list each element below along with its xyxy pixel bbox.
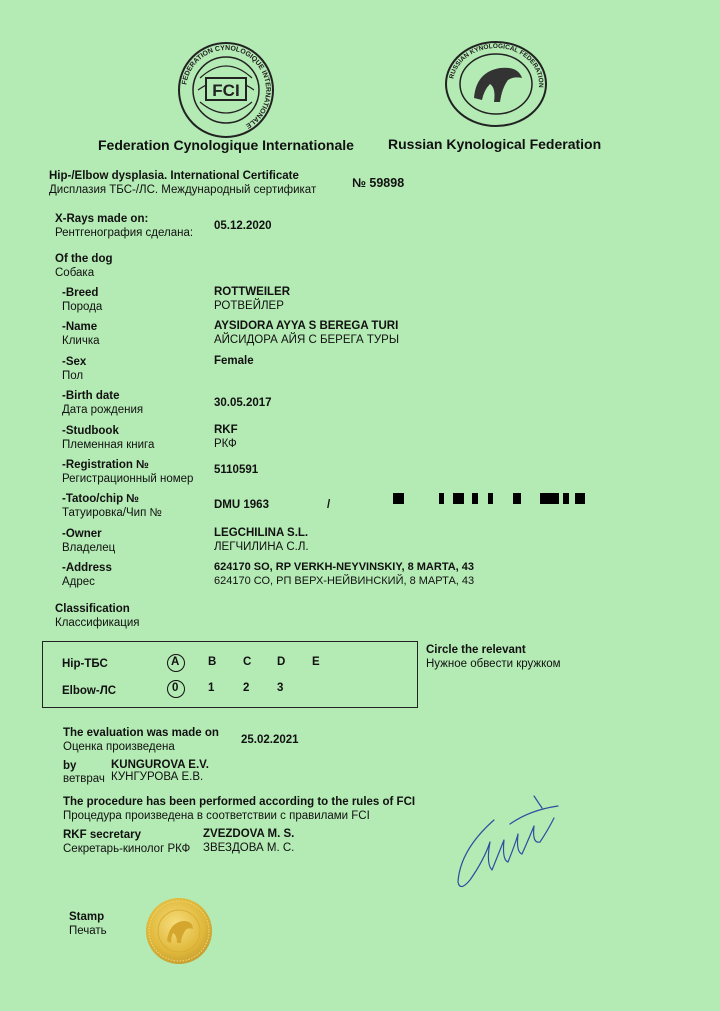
breed-value-en: ROTTWEILER <box>214 286 291 298</box>
hip-label: Hip-ТБС <box>62 658 108 670</box>
stamp-label-en: Stamp <box>69 911 105 923</box>
certificate-title-ru: Дисплазия ТБС-/ЛС. Международный сертификат <box>49 184 317 196</box>
sex-label-en: -Sex <box>62 356 87 368</box>
classification-label-ru: Классификация <box>55 617 140 629</box>
name-label-ru: Кличка <box>62 335 100 347</box>
chip-value: DMU 1963 <box>214 499 269 511</box>
sex-value: Female <box>214 355 254 367</box>
chip-label-ru: Татуировка/Чип № <box>62 507 162 519</box>
hip-grade-b: B <box>208 656 217 668</box>
evaluation-date: 25.02.2021 <box>241 734 299 746</box>
rkf-name: Russian Kynological Federation <box>388 136 602 152</box>
birth-label-en: -Birth date <box>62 390 120 402</box>
dog-section-en: Of the dog <box>55 253 113 265</box>
hip-grade-e: E <box>312 656 320 668</box>
svg-text:FEDERATION CYNOLOGIQUE INTERNA: FEDERATION CYNOLOGIQUE INTERNATIONALE <box>181 44 272 130</box>
fci-logo <box>176 40 276 140</box>
elbow-grade-0: 0 <box>172 682 179 694</box>
registration-value: 5110591 <box>214 464 259 476</box>
address-label-en: -Address <box>62 562 112 574</box>
svg-text:RUSSIAN KYNOLOGICAL FEDERATION: RUSSIAN KYNOLOGICAL FEDERATION <box>448 42 545 88</box>
by-label-en: by <box>63 760 77 772</box>
fci-name: Federation Cynologique Internationale <box>98 137 354 153</box>
studbook-label-ru: Племенная книга <box>62 439 155 451</box>
dog-section-ru: Собака <box>55 267 95 279</box>
xrays-date: 05.12.2020 <box>214 220 272 232</box>
hip-grade-a: A <box>171 656 180 668</box>
secretary-name-en: ZVEZDOVA M. S. <box>203 828 295 840</box>
vet-name-ru: КУНГУРОВА Е.В. <box>111 771 204 783</box>
birth-label-ru: Дата рождения <box>62 404 144 416</box>
studbook-label-en: -Studbook <box>62 425 119 437</box>
elbow-grade-3: 3 <box>277 682 284 694</box>
address-value-ru: 624170 СО, РП ВЕРХ-НЕЙВИНСКИЙ, 8 МАРТА, 43 <box>214 575 475 587</box>
name-value-ru: АЙСИДОРА АЙЯ С БЕРЕГА ТУРЫ <box>214 334 400 346</box>
secretary-label-ru: Секретарь-кинолог РКФ <box>63 843 191 855</box>
birth-value: 30.05.2017 <box>214 397 272 409</box>
xrays-label-ru: Рентгенография сделана: <box>55 227 194 239</box>
secretary-name-ru: ЗВЕЗДОВА М. С. <box>203 842 295 854</box>
owner-label-en: -Owner <box>62 528 102 540</box>
hip-grade-d: D <box>277 656 286 668</box>
elbow-grade-2: 2 <box>243 682 250 694</box>
owner-value-ru: ЛЕГЧИЛИНА С.Л. <box>214 541 309 553</box>
elbow-grade-1: 1 <box>208 682 215 694</box>
studbook-value-en: RKF <box>214 424 238 436</box>
studbook-value-ru: РКФ <box>214 438 237 450</box>
signature <box>450 790 565 895</box>
rkf-logo <box>444 40 548 128</box>
chip-separator: / <box>327 499 331 511</box>
breed-label-en: -Breed <box>62 287 99 299</box>
gold-seal <box>145 897 213 965</box>
certificate-number: № 59898 <box>352 176 405 190</box>
xrays-label-en: X-Rays made on: <box>55 213 149 225</box>
registration-label-ru: Регистрационный номер <box>62 473 194 485</box>
by-label-ru: ветврач <box>63 773 105 785</box>
evaluation-label-ru: Оценка произведена <box>63 741 175 753</box>
procedure-ru: Процедура произведена в соответствии с правилами FCI <box>63 810 370 822</box>
evaluation-label-en: The evaluation was made on <box>63 727 219 739</box>
circle-note-en: Circle the relevant <box>426 644 526 656</box>
address-value-en: 624170 SO, RP VERKH-NEYVINSKIY, 8 MARTA, 43 <box>214 561 475 573</box>
stamp-label-ru: Печать <box>69 925 107 937</box>
owner-value-en: LEGCHILINA S.L. <box>214 527 309 539</box>
registration-label-en: -Registration № <box>62 459 149 471</box>
secretary-label-en: RKF secretary <box>63 829 141 841</box>
classification-label-en: Classification <box>55 603 130 615</box>
owner-label-ru: Владелец <box>62 542 116 554</box>
sex-label-ru: Пол <box>62 370 84 382</box>
circle-note-ru: Нужное обвести кружком <box>426 658 561 670</box>
procedure-en: The procedure has been performed according to the rules of FCI <box>63 796 416 808</box>
hip-grade-c: C <box>243 656 252 668</box>
address-label-ru: Адрес <box>62 576 95 588</box>
name-value-en: AYSIDORA AYYA S BEREGA TURI <box>214 320 399 332</box>
breed-value-ru: РОТВЕЙЛЕР <box>214 300 284 312</box>
vet-name-en: KUNGUROVA E.V. <box>111 759 209 771</box>
breed-label-ru: Порода <box>62 301 103 313</box>
svg-text:FCI: FCI <box>212 81 240 100</box>
chip-label-en: -Tatoo/chip № <box>62 493 140 505</box>
elbow-label: Elbow-ЛС <box>62 685 117 697</box>
name-label-en: -Name <box>62 321 98 333</box>
certificate-title-en: Hip-/Elbow dysplasia. International Certificate <box>49 170 299 182</box>
